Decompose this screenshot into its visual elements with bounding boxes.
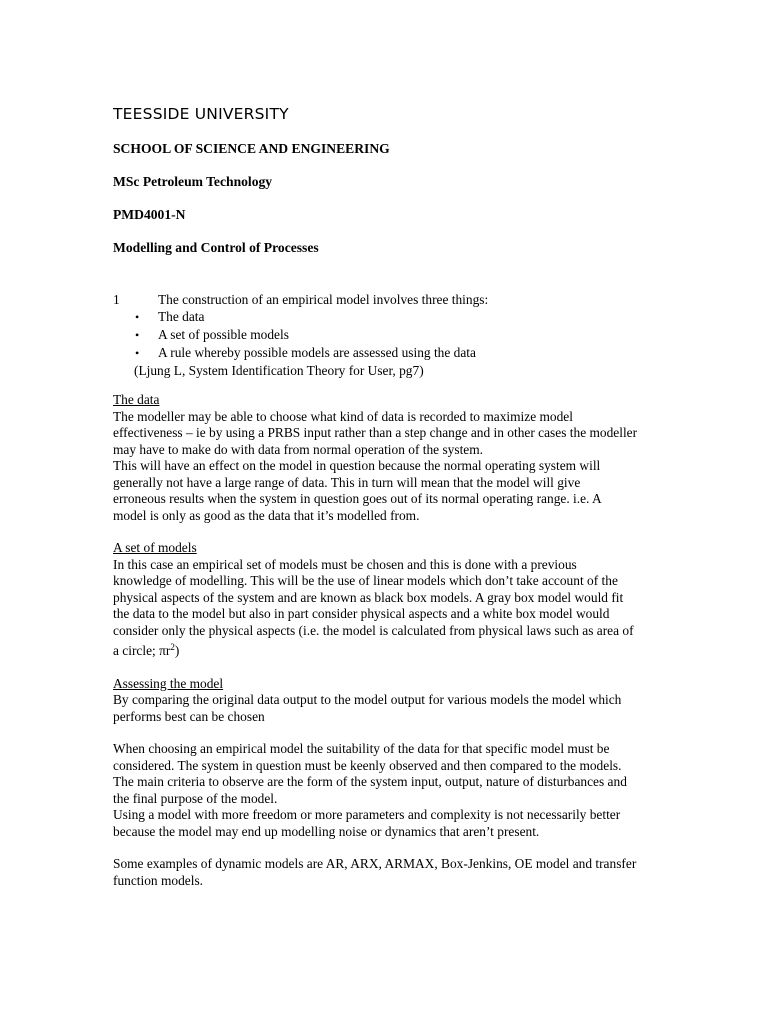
bullet-icon: • [135,345,140,360]
list-item [113,309,658,326]
text-line: the final purpose of the model. [113,790,278,806]
formula-text: a circle; πr [113,643,171,658]
text-line: considered. The system in question must be keenly observed and then compared to the models. [113,757,622,773]
section-heading-assessing: Assessing the model [113,675,224,691]
text-line: When choosing an empirical model the suitability of the data for that specific model must be [113,741,610,756]
question-number: 1 [113,292,120,307]
school-heading: SCHOOL OF SCIENCE AND ENGINEERING [113,141,390,156]
text-line: The main criteria to observe are the form of the system input, output, nature of disturbances and [113,774,627,789]
bullet-icon: • [135,327,140,342]
text-line: consider only the physical aspects (i.e. the model is calculated from physical laws such as area of [113,622,634,638]
formula-superscript: 2 [170,642,175,652]
text-line: because the model may end up modelling noise or dynamics that aren’t present. [113,823,540,839]
list-item-text: A set of possible models [158,326,289,342]
university-title: TEESSIDE UNIVERSITY [113,105,289,123]
text-line: erroneous results when the system in question goes out of its normal operating range. i.e. A [113,491,602,506]
section-heading-data: The data [113,392,160,407]
formula-close: ) [174,643,180,658]
text-line: By comparing the original data output to the model output for various models the model which [113,692,622,707]
list-item-text: A rule whereby possible models are assessed using the data [158,344,476,360]
text-line: physical aspects of the system and are known as black box models. A gray box model would fit [113,589,624,605]
section-examples-body [113,856,658,889]
text-line: may have to make do with data from normal operation of the system. [113,441,484,457]
text-line: generally not have a large range of data. This in turn will mean that the model will give [113,474,581,490]
list-item [113,345,658,362]
text-line: In this case an empirical set of models must be chosen and this is done with a previous [113,556,577,572]
section-models-body [113,557,658,660]
text-line: knowledge of modelling. This will be the use of linear models which don’t take account of the [113,573,618,588]
text-line: Some examples of dynamic models are AR, ARX, ARMAX, Box-Jenkins, OE model and transfer [113,856,637,871]
programme-heading: MSc Petroleum Technology [113,174,273,189]
list-item-text: The data [158,308,205,324]
section-data-body [113,409,658,525]
question-intro-text: The construction of an empirical model involves three things: [158,292,489,307]
question-intro [113,292,658,309]
section-assessing-body [113,692,658,725]
bullet-icon: • [135,309,140,324]
text-line: performs best can be chosen [113,708,265,724]
section-choosing-body [113,741,658,840]
document-page [113,104,658,889]
text-line: The modeller may be able to choose what kind of data is recorded to maximize model [113,408,573,424]
text-line: Using a model with more freedom or more parameters and complexity is not necessarily better [113,807,621,822]
text-line [113,639,658,660]
text-line: This will have an effect on the model in question because the normal operating system will [113,458,601,473]
module-title: Modelling and Control of Processes [113,240,319,255]
text-line: effectiveness – ie by using a PRBS input rather than a step change and in other cases the modeller [113,425,638,440]
list-item [113,327,658,344]
section-heading-models: A set of models [113,540,197,555]
module-code: PMD4001-N [113,207,186,222]
bullet-list [113,309,658,362]
citation: (Ljung L, System Identification Theory for User, pg7) [134,362,424,378]
text-line: function models. [113,872,204,888]
text-line: the data to the model but also in part consider physical aspects and a white box model would [113,606,610,621]
text-line: model is only as good as the data that it’s modelled from. [113,507,420,523]
